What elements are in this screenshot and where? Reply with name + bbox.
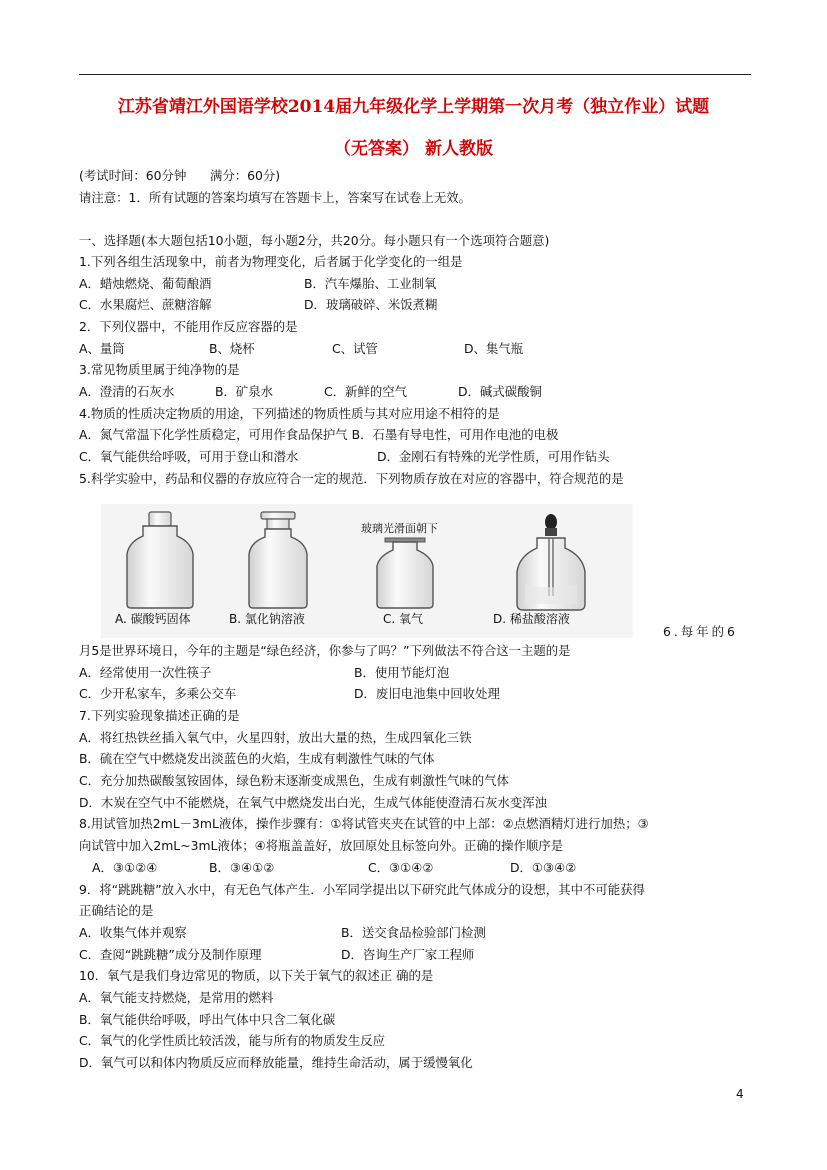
option-d: D．咨询生产厂家工程师 xyxy=(341,947,475,962)
question-9-stem-2: 正确结论的是 xyxy=(79,903,154,918)
question-9-options-row1 xyxy=(79,925,759,941)
question-7-option-d: D．木炭在空气中不能燃烧，在氧气中燃烧发出白光，生成气体能使澄清石灰水变浑浊 xyxy=(79,795,547,810)
caption-a: A. 碳酸钙固体 xyxy=(115,612,191,626)
question-7-stem: 7.下列实验现象描述正确的是 xyxy=(79,708,240,723)
option-d: D．废旧电池集中回收处理 xyxy=(354,686,500,701)
page-subtitle: （无答案） 新人教版 xyxy=(334,139,493,159)
question-4-options-cd xyxy=(79,449,759,465)
header-rule xyxy=(79,74,751,75)
option-a: A．蜡烛燃烧、葡萄酿酒 xyxy=(79,276,212,291)
option-a: A．澄清的石灰水 xyxy=(79,384,175,399)
question-4-stem: 4.物质的性质决定物质的用途，下列描述的物质性质与其对应用途不相符的是 xyxy=(79,406,500,421)
page-title: 江苏省靖江外国语学校2014届九年级化学上学期第一次月考（独立作业）试题 xyxy=(117,97,710,117)
question-6-lead: 6.每年的6 xyxy=(663,624,738,639)
question-9-stem-1: 9．将“跳跳糖”放入水中，有无色气体产生．小军同学提出以下研究此气体成分的设想，其中不可能获得 xyxy=(79,882,645,897)
caption-b: B. 氯化钠溶液 xyxy=(229,612,305,626)
question-1-options-row2 xyxy=(79,297,759,313)
question-10-option-a: A．氧气能支持燃烧，是常用的燃料 xyxy=(79,990,274,1005)
question-2-stem: 2．下列仪器中，不能用作反应容器的是 xyxy=(79,319,298,334)
option-d: D．金刚石有特殊的光学性质，可用作钻头 xyxy=(377,449,610,464)
question-5-stem: 5.科学实验中，药品和仪器的存放应符合一定的规范．下列物质存放在对应的容器中，符合规范的是 xyxy=(79,471,624,486)
option-b: B．③④①② xyxy=(209,860,275,875)
question-8-stem-2: 向试管中加入2mL~3mL液体；④将瓶盖盖好，放回原处且标签向外。正确的操作顺序是 xyxy=(79,838,564,853)
option-a: A．收集气体并观察 xyxy=(79,925,187,940)
question-8-stem-1: 8.用试管加热2mL－3mL液体，操作步骤有：①将试管夹夹在试管的中上部：②点燃酒精灯进行加热；③ xyxy=(79,816,649,831)
question-2-options xyxy=(79,341,759,357)
option-d: D．①③④② xyxy=(510,860,577,875)
question-10-stem: 10．氧气是我们身边常见的物质，以下关于氧气的叙述正 确的是 xyxy=(79,968,434,983)
option-c: C、试管 xyxy=(332,341,378,356)
question-3-stem: 3.常见物质里属于纯净物的是 xyxy=(79,362,240,377)
option-c: C．新鲜的空气 xyxy=(324,384,407,399)
option-b: B．送交食品检验部门检测 xyxy=(341,925,486,940)
exam-info: (考试时间：60分钟 满分：60分) xyxy=(79,168,281,183)
question-10-option-c: C．氧气的化学性质比较活泼，能与所有的物质发生反应 xyxy=(79,1033,386,1048)
option-c: C．少开私家车，多乘公交车 xyxy=(79,686,237,701)
question-1-options-row1 xyxy=(79,276,759,292)
question-8-options xyxy=(92,860,772,876)
question-7-option-a: A．将红热铁丝插入氧气中，火星四射，放出大量的热，生成四氧化三铁 xyxy=(79,730,472,745)
option-d: D．碱式碳酸铜 xyxy=(458,384,542,399)
option-d: D、集气瓶 xyxy=(464,341,524,356)
option-c: C．氧气能供给呼吸，可用于登山和潜水 xyxy=(79,449,299,464)
option-c: C．水果腐烂、蔗糖溶解 xyxy=(79,297,212,312)
question-6-stem: 月5是世界环境日，今年的主题是“绿色经济，你参与了吗？”下列做法不符合这一主题的是 xyxy=(79,643,571,658)
question-1-stem: 1.下列各组生活现象中，前者为物理变化，后者属于化学变化的一组是 xyxy=(79,254,463,269)
option-b: B．汽车爆胎、工业制氧 xyxy=(304,276,437,291)
question-4-options-ab: A．氮气常温下化学性质稳定，可用作食品保护气 B．石墨有导电性，可用作电池的电极 xyxy=(79,427,559,442)
question-9-options-row2 xyxy=(79,947,759,963)
question-7-option-c: C．充分加热碳酸氢铵固体，绿色粉末逐渐变成黑色，生成有刺激性气味的气体 xyxy=(79,773,509,788)
question-10-option-d: D．氧气可以和体内物质反应而释放能量，维持生命活动，属于缓慢氧化 xyxy=(79,1055,473,1070)
question-10-option-b: B．氧气能供给呼吸，呼出气体中只含二氧化碳 xyxy=(79,1012,336,1027)
question-6-options-row1 xyxy=(79,665,759,681)
page-number: 4 xyxy=(736,1087,744,1101)
option-b: B．矿泉水 xyxy=(215,384,274,399)
caption-d: D. 稀盐酸溶液 xyxy=(493,612,570,626)
option-a: A．经常使用一次性筷子 xyxy=(79,665,212,680)
option-a: A、量筒 xyxy=(79,341,125,356)
caption-c: C. 氧气 xyxy=(383,612,424,626)
option-c: C．查阅“跳跳糖”成分及制作原理 xyxy=(79,947,262,962)
option-b: B、烧杯 xyxy=(209,341,255,356)
option-b: B．使用节能灯泡 xyxy=(354,665,450,680)
question-3-options xyxy=(79,384,759,400)
plate-note: 玻璃光滑面朝下 xyxy=(361,522,438,535)
question-6-options-row2 xyxy=(79,686,759,702)
question-7-option-b: B．硫在空气中燃烧发出淡蓝色的火焰，生成有刺激性气味的气体 xyxy=(79,751,435,766)
option-c: C．③①④② xyxy=(368,860,434,875)
option-a: A．③①②④ xyxy=(92,860,158,875)
section-header: 一、选择题(本大题包括10小题，每小题2分，共20分。每小题只有一个选项符合题意) xyxy=(79,233,550,248)
notice: 请注意：1．所有试题的答案均填写在答题卡上，答案写在试卷上无效。 xyxy=(79,190,471,205)
question-5-figure xyxy=(101,504,633,638)
option-d: D．玻璃破碎、米饭煮糊 xyxy=(304,297,438,312)
